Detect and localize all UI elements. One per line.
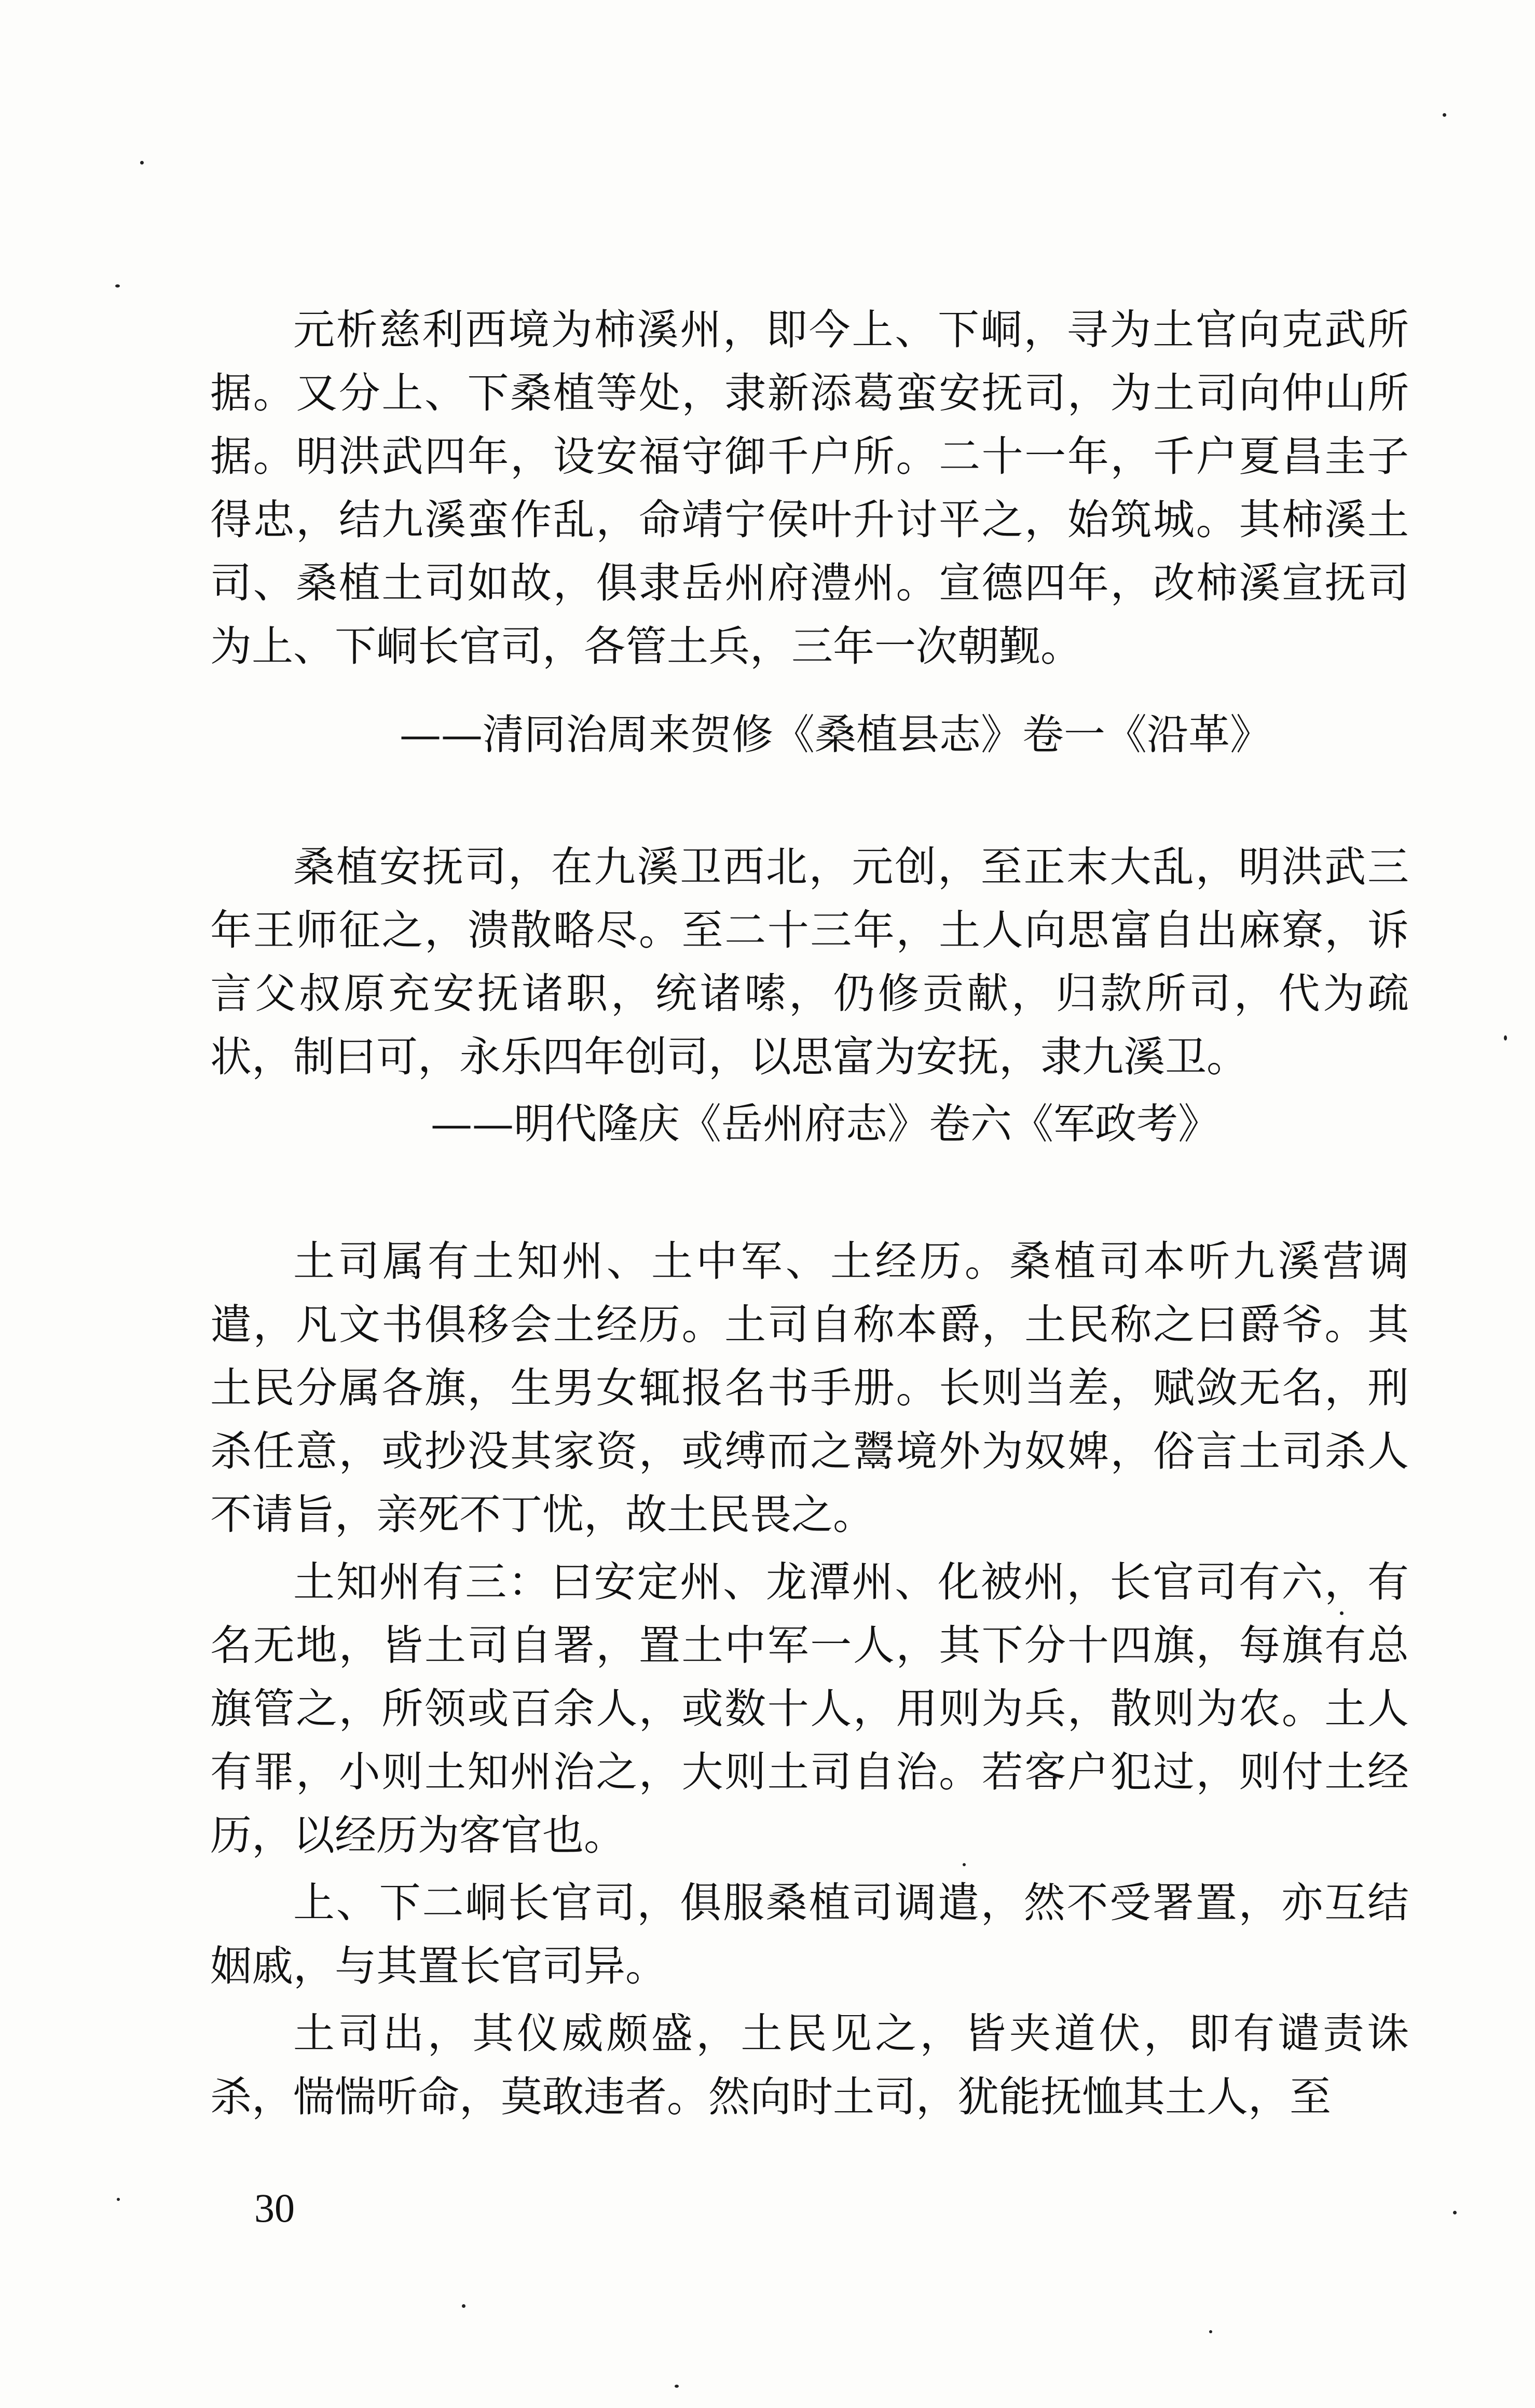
scan-speck: [117, 2198, 120, 2201]
scan-speck: [1504, 1035, 1507, 1041]
passage-sangzhi-county-gazetteer: [210, 298, 1409, 678]
source-citation: ——明代隆庆《岳州府志》卷六《军政考》: [431, 1100, 1219, 1148]
paragraph: 上、下二峒长官司，俱服桑植司调遣，然不受署置，亦互结姻戚，与其置长官司异。: [210, 1879, 1409, 1990]
scan-speck: [140, 161, 144, 165]
scan-speck: [675, 2385, 679, 2388]
paragraph: 元析慈利西境为柿溪州，即今上、下峒，寻为土官向克武所据。又分上、下桑植等处，隶新添葛蛮安抚司，为土司向仲山所据。明洪武四年，设安福守御千户所。二十一年，千户夏昌圭子得忠，结九溪蛮作乱，命靖宁侯叶升讨平之，始筑城。其柿溪土司、桑植土司如故，俱隶岳州府澧州。宣德四年，改柿溪宣抚司为上、下峒长官司，各管土兵，三年一次朝觐。: [210, 306, 1409, 671]
paragraph: 桑植安抚司，在九溪卫西北，元创，至正末大乱，明洪武三年王师征之，溃散略尽。至二十三年，土人向思富自出麻寮，诉言父叔原充安抚诸职，统诸嗦，仍修贡献，归款所司，代为疏状，制曰可，永乐四年创司，以思富为安抚，隶九溪卫。: [210, 843, 1409, 1081]
page-number: 30: [254, 2185, 295, 2231]
source-citation: ——清同治周来贺修《桑植县志》卷一《沿革》: [400, 710, 1271, 759]
paragraph: 土知州有三：曰安定州、龙潭州、化被州，长官司有六，有名无地，皆土司自署，置土中军一人，其下分十四旗，每旗有总旗管之，所领或百余人，或数十人，用则为兵，散则为农。土人有罪，小则土知州治之，大则土司自治。若客户犯过，则付土经历，以经历为客官也。: [210, 1558, 1409, 1859]
paragraph: 土司出，其仪威颇盛，土民见之，皆夹道伏，即有谴责诛杀，惴惴听命，莫敢违者。然向时土司，犹能抚恤其土人，至: [210, 2009, 1409, 2121]
passage-tusi-officials: [210, 1230, 1409, 2129]
scan-speck: [963, 1863, 966, 1866]
scan-speck: [462, 2304, 465, 2308]
passage-yuezhou-prefecture-gazetteer: [210, 836, 1409, 1089]
paragraph: 土司属有土知州、土中军、土经历。桑植司本听九溪营调遣，凡文书俱移会土经历。土司自称本爵，土民称之曰爵爷。其土民分属各旗，生男女辄报名书手册。长则当差，赋敛无名，刑杀任意，或抄没其家资，或缚而之鬻境外为奴婢，俗言土司杀人不请旨，亲死不丁忧，故土民畏之。: [210, 1237, 1409, 1539]
scan-speck: [1443, 113, 1446, 117]
scan-speck: [115, 284, 120, 288]
scan-speck: [1209, 2330, 1212, 2333]
scan-speck: [1340, 1611, 1344, 1615]
scan-speck: [1453, 2211, 1457, 2214]
